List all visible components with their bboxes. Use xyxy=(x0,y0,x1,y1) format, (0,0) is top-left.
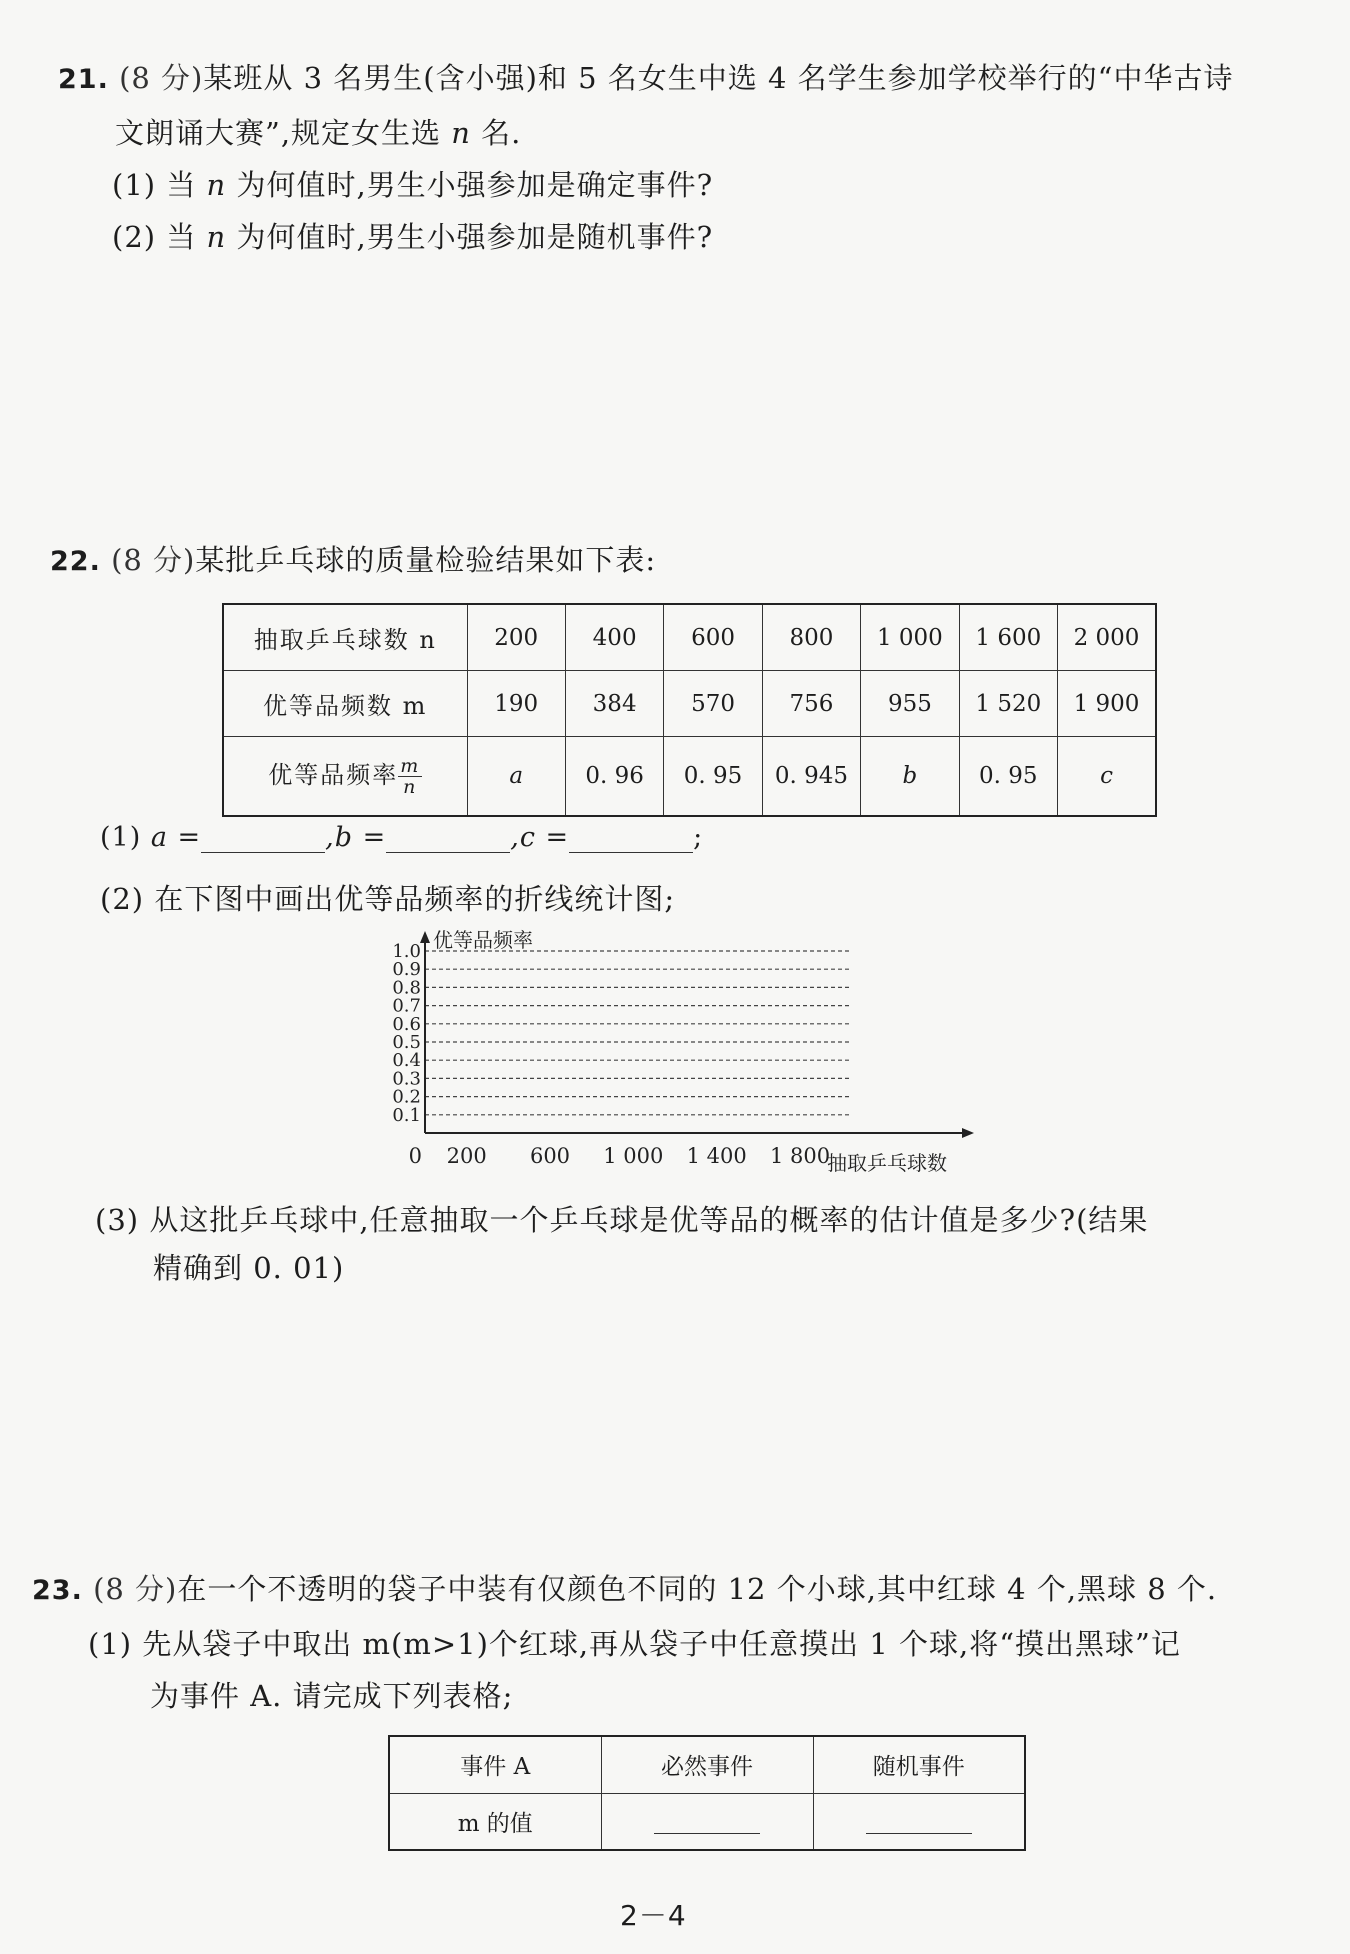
q23-part1-line2 xyxy=(150,1674,513,1715)
answer-blank-certain[interactable] xyxy=(654,1809,760,1834)
q23-row-label: m 的值 xyxy=(389,1793,601,1850)
q21-p2-var-n: n xyxy=(206,220,227,254)
q23-table xyxy=(388,1735,1026,1851)
q22-part3-line1 xyxy=(95,1198,1148,1239)
q21-stem-a: 某班从 3 名男生(含小强)和 5 名女生中选 4 名学生参加学校举行的“中华古诗 xyxy=(203,61,1234,95)
q23-number: 23. xyxy=(32,1575,83,1606)
q21-part1 xyxy=(112,163,713,204)
q22-row-n xyxy=(223,604,1156,671)
q23-p1-text-b: 为事件 A. 请完成下列表格; xyxy=(150,1679,514,1713)
q22-part3-line2 xyxy=(153,1246,344,1287)
q22-table xyxy=(222,603,1157,817)
q22-cell: b xyxy=(861,736,959,816)
q22-cell: 955 xyxy=(861,671,959,737)
q23-p1-text-a: 先从袋子中取出 m(m>1)个红球,再从袋子中任意摸出 1 个球,将“摸出黑球”记 xyxy=(142,1627,1181,1661)
q22-cell: 1 520 xyxy=(959,671,1057,737)
q22-cell: 756 xyxy=(762,671,860,737)
q22-p1-a: a = xyxy=(150,822,202,853)
q23-header-random: 随机事件 xyxy=(813,1736,1025,1793)
page-number: 2－4 xyxy=(620,1899,687,1932)
q21-stem-line1 xyxy=(58,56,1234,97)
q22-frequency-chart xyxy=(380,925,1000,1185)
q22-frac-num: m xyxy=(400,754,421,777)
answer-blank-c[interactable] xyxy=(569,826,693,853)
y-tick-label: 0.8 xyxy=(392,977,421,999)
q22-cell: 600 xyxy=(664,604,762,671)
q22-cell: 200 xyxy=(467,604,565,671)
q22-row-freq-label xyxy=(223,736,467,816)
q22-row-freq xyxy=(223,736,1156,816)
y-tick-label: 0.9 xyxy=(392,959,421,981)
answer-blank-a[interactable] xyxy=(201,826,325,853)
q22-stem-text: 某批乒乓球的质量检验结果如下表: xyxy=(195,543,657,577)
y-axis-arrow xyxy=(420,931,430,943)
q23-certain-cell xyxy=(601,1793,813,1850)
q22-points: (8 分) xyxy=(111,543,196,577)
chart-axes xyxy=(420,931,974,1138)
x-tick-label: 1 000 xyxy=(603,1144,664,1168)
q21-p2-post: 为何值时,男生小强参加是随机事件? xyxy=(236,220,714,254)
chart-x-label: 抽取乒乓球数 xyxy=(827,1151,947,1175)
q22-cell: 1 000 xyxy=(861,604,959,671)
q21-p1-pre: 当 xyxy=(166,168,197,202)
q22-row-m xyxy=(223,671,1156,737)
x-tick-label: 0 xyxy=(408,1144,422,1168)
q21-number: 21. xyxy=(58,64,109,95)
q22-cell: 570 xyxy=(664,671,762,737)
x-tick-label: 600 xyxy=(529,1144,571,1168)
y-tick-label: 0.3 xyxy=(392,1068,421,1090)
q22-row-freq-text: 优等品频率 xyxy=(268,760,399,789)
q21-p1-label: (1) xyxy=(112,168,157,202)
q22-p2-text: 在下图中画出优等品频率的折线统计图; xyxy=(154,882,676,916)
q22-p1-b: ,b = xyxy=(325,822,387,853)
q22-p1-c: ,c = xyxy=(510,822,570,853)
q22-p3-text-a: 从这批乒乓球中,任意抽取一个乒乓球是优等品的概率的估计值是多少?(结果 xyxy=(149,1203,1149,1237)
y-tick-label: 0.2 xyxy=(392,1086,421,1108)
q22-stem xyxy=(50,538,656,579)
q21-p2-label: (2) xyxy=(112,220,157,254)
answer-blank-b[interactable] xyxy=(386,826,510,853)
q21-stem-b-pre: 文朗诵大赛”,规定女生选 xyxy=(115,116,442,150)
q22-p1-end: ; xyxy=(693,822,704,853)
y-tick-label: 1.0 xyxy=(392,941,421,962)
q22-cell: 384 xyxy=(565,671,663,737)
q22-part1 xyxy=(100,822,703,853)
q23-header-event: 事件 A xyxy=(389,1736,601,1793)
chart-x-ticks xyxy=(409,1144,830,1168)
q22-cell: 190 xyxy=(467,671,565,737)
q22-p3-text-b: 精确到 0. 01) xyxy=(153,1251,345,1285)
q22-p1-label: (1) xyxy=(100,822,142,853)
y-tick-label: 0.4 xyxy=(392,1050,421,1072)
y-tick-label: 0.1 xyxy=(392,1104,421,1126)
x-tick-label: 1 800 xyxy=(769,1144,831,1168)
q22-cell: 2 000 xyxy=(1058,604,1156,671)
q22-row-n-label: 抽取乒乓球数 n xyxy=(223,604,467,671)
q22-number: 22. xyxy=(50,546,101,577)
q21-var-n: n xyxy=(451,116,471,150)
q22-cell: 0. 945 xyxy=(762,736,860,816)
q23-points: (8 分) xyxy=(93,1572,178,1606)
q22-p2-label: (2) xyxy=(100,882,145,916)
q21-part2 xyxy=(112,215,713,256)
q23-header-certain: 必然事件 xyxy=(601,1736,813,1793)
q22-cell: c xyxy=(1058,736,1156,816)
y-tick-label: 0.5 xyxy=(392,1032,421,1053)
answer-blank-random[interactable] xyxy=(866,1809,972,1834)
q22-fraction xyxy=(398,756,422,797)
q22-p3-label: (3) xyxy=(95,1203,140,1237)
q23-random-cell xyxy=(813,1793,1025,1850)
y-tick-label: 0.7 xyxy=(392,995,421,1017)
chart-y-ticks xyxy=(392,941,421,1126)
x-tick-label: 1 400 xyxy=(686,1144,747,1168)
q22-cell: 0. 95 xyxy=(959,736,1057,816)
q21-stem-b-post: 名. xyxy=(481,116,522,150)
q22-cell: 0. 96 xyxy=(565,736,663,816)
q22-cell: a xyxy=(467,736,565,816)
q23-part1-line1 xyxy=(88,1622,1181,1663)
q22-part2 xyxy=(100,877,675,918)
y-tick-label: 0.6 xyxy=(392,1013,421,1035)
q23-header-row xyxy=(389,1736,1025,1793)
chart-y-label: 优等品频率 xyxy=(433,928,533,952)
q21-p2-pre: 当 xyxy=(166,220,197,254)
q21-p1-post: 为何值时,男生小强参加是确定事件? xyxy=(236,168,714,202)
q21-p1-var-n: n xyxy=(206,168,227,202)
x-tick-label: 200 xyxy=(446,1144,487,1168)
q22-cell: 800 xyxy=(762,604,860,671)
q23-value-row xyxy=(389,1793,1025,1850)
q23-stem xyxy=(32,1567,1217,1608)
q21-points: (8 分) xyxy=(119,61,204,95)
chart-grid xyxy=(425,951,850,1115)
q22-frac-den: n xyxy=(403,775,418,798)
q22-cell: 400 xyxy=(565,604,663,671)
x-axis-arrow xyxy=(962,1128,974,1138)
q22-row-m-label: 优等品频数 m xyxy=(223,671,467,737)
q23-stem-text: 在一个不透明的袋子中装有仅颜色不同的 12 个小球,其中红球 4 个,黑球 8 个. xyxy=(177,1572,1218,1606)
q21-stem-line2 xyxy=(115,111,521,152)
q22-cell: 1 900 xyxy=(1058,671,1156,737)
q22-cell: 0. 95 xyxy=(664,736,762,816)
q22-cell: 1 600 xyxy=(959,604,1057,671)
q23-p1-label: (1) xyxy=(88,1627,133,1661)
